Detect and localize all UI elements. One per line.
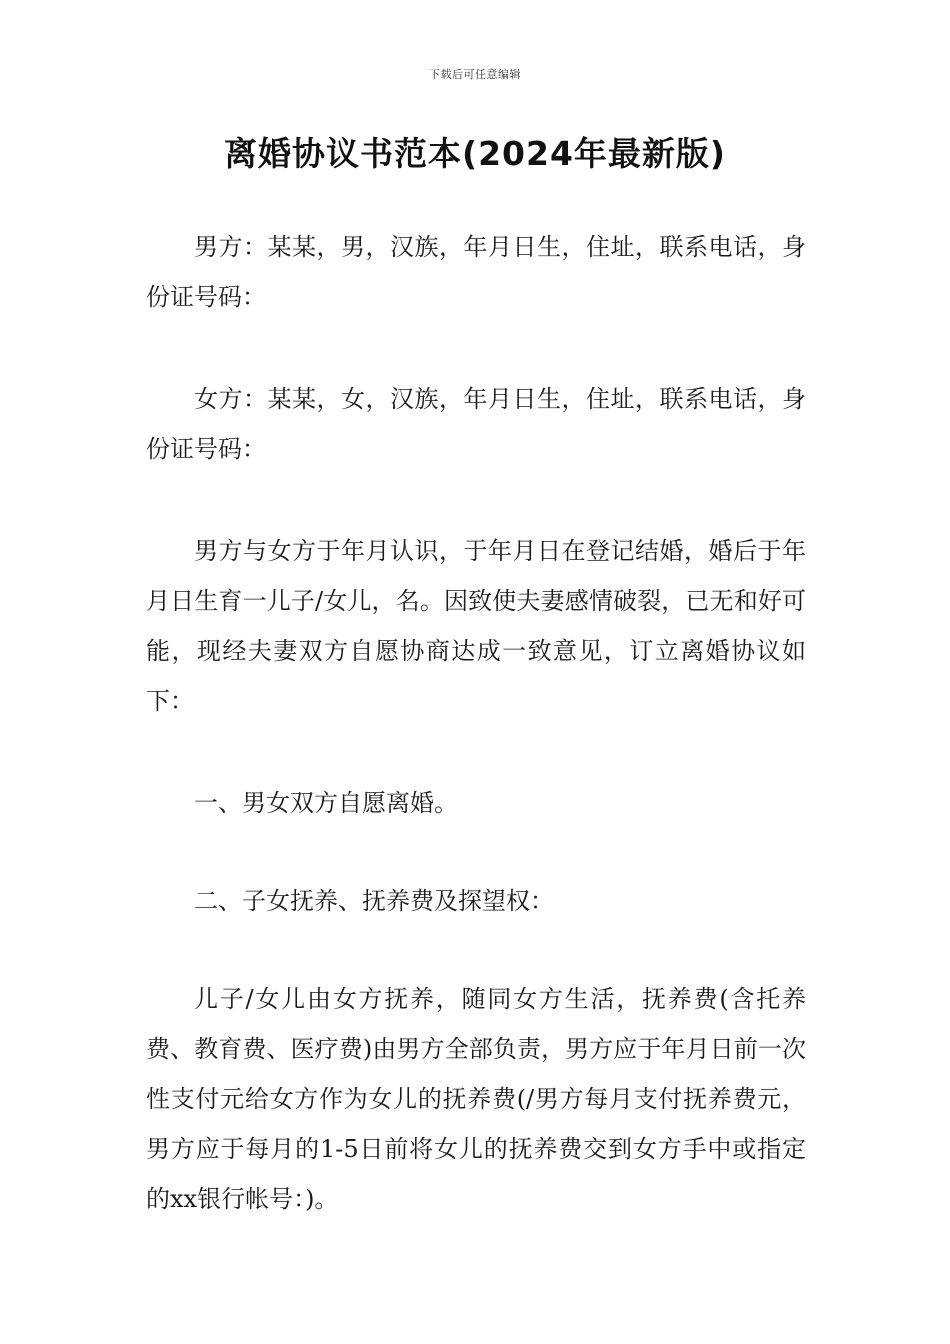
paragraph-child-support: 儿子/女儿由女方抚养，随同女方生活，抚养费(含托养费、教育费、医疗费)由男方全部负责，男方应于年月日前一次性支付元给女方作为女儿的抚养费(/男方每月支付抚养费元，男方应于每月的1-5日前将女儿的抚养费交到女方手中或指定的xx银行帐号：)。 — [146, 985, 806, 1213]
header-note: 下载后可任意编辑 — [429, 68, 521, 81]
paragraph-female-party: 女方：某某，女，汉族，年月日生，住址，联系电话，身份证号码： — [146, 385, 806, 463]
paragraph-male-party: 男方：某某，男，汉族，年月日生，住址，联系电话，身份证号码： — [146, 233, 806, 311]
document-body — [146, 222, 806, 1224]
paragraph-background: 男方与女方于年月认识，于年月日在登记结婚，婚后于年月日生育一儿子/女儿，名。因致使夫妻感情破裂，已无和好可能，现经夫妻双方自愿协商达成一致意见，订立离婚协议如下： — [146, 537, 806, 715]
document-title: 离婚协议书范本(2024年最新版) — [223, 134, 726, 173]
paragraph-clause-2: 二、子女抚养、抚养费及探望权： — [194, 887, 554, 915]
paragraph-clause-1: 一、男女双方自愿离婚。 — [194, 789, 458, 817]
